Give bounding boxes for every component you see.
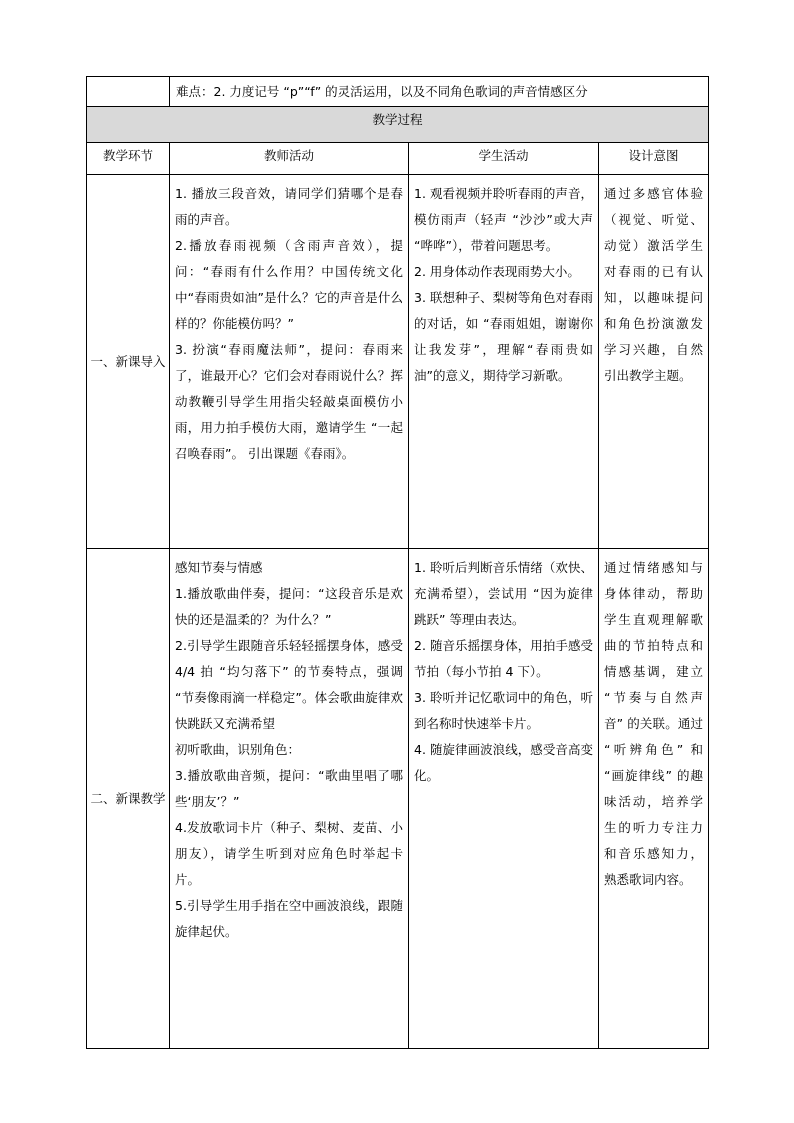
teacher-paragraph: 感知节奏与情感 <box>175 560 263 575</box>
student-paragraph: 1. 观看视频并聆听春雨的声音，模仿雨声（轻声 “沙沙”或大声 “哗哗”），带着问题思考。 <box>414 186 593 253</box>
lesson-plan-table <box>86 76 709 1049</box>
section-row-intro <box>87 175 709 549</box>
student-paragraph: 4. 随旋律画波浪线，感受音高变化。 <box>414 742 593 783</box>
process-title: 教学过程 <box>87 107 709 143</box>
header-intent: 设计意图 <box>599 143 709 175</box>
header-row <box>87 143 709 175</box>
section-name: 二、新课教学 <box>87 549 170 1049</box>
section-row-teaching <box>87 549 709 1049</box>
student-paragraph: 3. 聆听并记忆歌词中的角色，听到名称时快速举卡片。 <box>414 690 593 731</box>
intent-paragraph: 通过情绪感知与身体律动，帮助学生直观理解歌曲的节拍特点和情感基调，建立 “节奏与自然声音” 的关联。通过 “听辨角色” 和 “画旋律线” 的趣味活动，培养学生的听力专注力和音乐感知力，熟悉歌词内容。 <box>604 560 704 887</box>
teacher-paragraph: 5.引导学生用手指在空中画波浪线，跟随旋律起伏。 <box>175 898 403 939</box>
teacher-paragraph: 2.播放春雨视频（含雨声音效），提问：“春雨有什么作用？中国传统文化中“春雨贵如油”是什么？它的声音是什么样的？你能模仿吗？” <box>175 238 403 331</box>
teacher-activity-cell <box>170 549 409 1049</box>
student-paragraph: 2. 随音乐摇摆身体，用拍手感受节拍（每小节拍 4 下）。 <box>414 638 593 679</box>
difficulty-text: 难点：2. 力度记号 “p”“f” 的灵活运用，以及不同角色歌词的声音情感区分 <box>176 84 588 99</box>
student-paragraph: 1. 聆听后判断音乐情绪（欢快、充满希望），尝试用 “因为旋律跳跃” 等理由表达。 <box>414 560 593 627</box>
header-stage: 教学环节 <box>87 143 170 175</box>
difficulty-cell <box>170 77 709 107</box>
header-student: 学生活动 <box>409 143 599 175</box>
teacher-paragraph: 3.播放歌曲音频，提问：“歌曲里唱了哪些‘朋友’？” <box>175 768 403 809</box>
header-teacher: 教师活动 <box>170 143 409 175</box>
teacher-paragraph: 初听歌曲，识别角色： <box>175 742 301 757</box>
student-paragraph: 2. 用身体动作表现雨势大小。 <box>414 264 580 279</box>
design-intent-cell <box>599 549 709 1049</box>
difficulty-blank-cell <box>87 77 170 107</box>
difficulty-row <box>87 77 709 107</box>
student-activity-cell <box>409 175 599 549</box>
teacher-paragraph: 1.播放歌曲伴奏，提问：“这段音乐是欢快的还是温柔的？为什么？” <box>175 586 403 627</box>
teacher-activity-cell <box>170 175 409 549</box>
teacher-paragraph: 3. 扮演“春雨魔法师”，提问：春雨来了，谁最开心？它们会对春雨说什么？挥动教鞭引导学生用指尖轻敲桌面模仿小雨，用力拍手模仿大雨，邀请学生 “一起召唤春雨”。 引出课题《春雨》。 <box>175 342 403 461</box>
process-title-row <box>87 107 709 143</box>
student-paragraph: 3. 联想种子、梨树等角色对春雨的对话，如 “春雨姐姐，谢谢你让我发芽”，理解“春雨贵如油”的意义，期待学习新歌。 <box>414 290 593 383</box>
section-name: 一、新课导入 <box>87 175 170 549</box>
intent-paragraph: 通过多感官体验（视觉、听觉、动觉）激活学生对春雨的已有认知，以趣味提问和角色扮演激发学习兴趣，自然引出教学主题。 <box>604 186 704 383</box>
teacher-paragraph: 4.发放歌词卡片（种子、梨树、麦苗、小朋友），请学生听到对应角色时举起卡片。 <box>175 820 403 887</box>
teacher-paragraph: 2.引导学生跟随音乐轻轻摇摆身体，感受 4/4 拍 “均匀落下” 的节奏特点，强调 “节奏像雨滴一样稳定”。体会歌曲旋律欢快跳跃又充满希望 <box>175 638 403 731</box>
teacher-paragraph: 1. 播放三段音效，请同学们猜哪个是春雨的声音。 <box>175 186 403 227</box>
design-intent-cell <box>599 175 709 549</box>
student-activity-cell <box>409 549 599 1049</box>
